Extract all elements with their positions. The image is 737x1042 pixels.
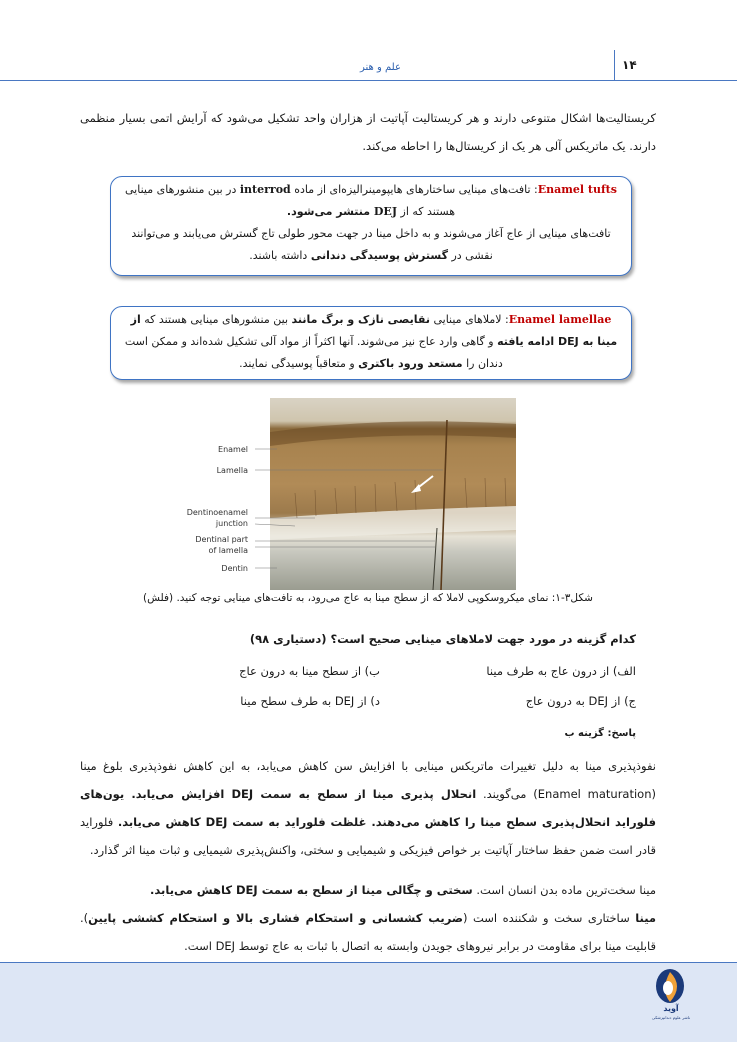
- logo-text: آوید: [663, 1004, 679, 1013]
- option-a: الف) از درون عاج به طرف مینا: [486, 664, 636, 678]
- figure-caption: شکل۳-۱: نمای میکروسکوپی لاملا که از سطح مینا به عاج می‌رود، به تافت‌های مینایی توجه کنید. (فلش): [143, 592, 593, 604]
- label-enamel: Enamel: [218, 445, 248, 454]
- lamellae-text-1: : لاملاهای مینایی: [429, 313, 509, 326]
- logo-subtitle: ناشر علوم دندانپزشکی: [651, 1015, 691, 1020]
- enamel-lamellae-term: Enamel lamellae: [508, 313, 612, 326]
- footer-band: [0, 962, 737, 1042]
- tufts-text-3: منتشر می‌شود.: [286, 205, 374, 218]
- tufts-text-4: تافت‌های مینایی از عاج آغاز می‌شوند و به داخل مینا در جهت محور طولی تاج گسترش می‌یابند و می‌توانند نقشی در: [131, 227, 611, 262]
- header-divider: [614, 50, 615, 80]
- dej-term: DEJ: [373, 205, 398, 218]
- enamel-tufts-term: Enamel tufts: [537, 183, 617, 196]
- running-title: علم و هنر: [360, 62, 401, 73]
- tufts-text-5: داشته باشند.: [249, 249, 311, 262]
- expl-p2-b: سختی و چگالی مینا از سطح به سمت DEJ کاهش می‌یابد.: [150, 883, 473, 897]
- footer-rule: [0, 962, 737, 963]
- lamellae-extend: از مینا به DEJ ادامه یافته: [130, 313, 618, 348]
- label-dental-2: of lamella: [208, 546, 248, 555]
- expl-p2-a: مینا سخت‌ترین ماده بدن انسان است.: [472, 883, 656, 897]
- expl-p1-a: نفوذپذیری مینا به دلیل تغییرات ماتریکس مینایی با افزایش سن کاهش می‌یابد، به این کاهش نفوذپذیری بلوغ مینا (Enamel maturation) می‌گویند.: [80, 759, 656, 801]
- interrod-term: interrod: [239, 183, 291, 196]
- lamellae-text-3: و گاهی وارد عاج نیز می‌شوند. آنها اکثراً از مواد آلی تشکیل شده‌اند و ممکن است دندان را: [124, 335, 503, 370]
- page-number: ۱۴: [622, 58, 637, 72]
- label-dental-1: Dentinal part: [195, 535, 248, 544]
- enamel-lamellae-box: [110, 306, 632, 380]
- tufts-text-1: : تافت‌های مینایی ساختارهای هایپومینرالیزه‌ای از ماده: [290, 183, 538, 196]
- explanation-paragraph-2: [80, 876, 656, 904]
- label-dej-2: junction: [215, 519, 248, 528]
- answer-text: پاسخ: گزینه ب: [564, 728, 636, 739]
- expl-p3-d: ). قابلیت مینا برای مقاومت در برابر نیروهای جویدن وابسته به اتصال با ثبات به عاج توسط DEJ است.: [80, 911, 656, 953]
- lamella-micrograph: [185, 398, 516, 590]
- option-c: ج) از DEJ به درون عاج: [525, 694, 636, 708]
- expl-p1-b: انحلال پذیری مینا از سطح به سمت DEJ افزایش می‌یابد. یون‌های فلوراید انحلال‌پذیری سطح مینا را کاهش می‌دهند. غلظت فلوراید به سمت DEJ کاهش می‌یابد.: [80, 787, 657, 829]
- label-dentin: Dentin: [221, 564, 248, 573]
- enamel-tufts-box: [110, 176, 632, 276]
- expl-p3-b: ساختاری سخت و شکننده است (: [463, 911, 636, 925]
- explanation-paragraph-1: [80, 752, 656, 864]
- expl-p3-a: مینا: [635, 911, 657, 925]
- lamellae-thin-leaf: نقایصی نازک و برگ مانند: [291, 313, 430, 326]
- lamellae-text-4: و متعاقباً پوسیدگی نمایند.: [239, 357, 359, 370]
- expl-p1-c: فلوراید قادر است ضمن حفظ ساختار آپاتیت بر خواص فیزیکی و شیمیایی و سختی، واکنش‌پذیری شیمیایی و ثبات مینا اثر گذارد.: [80, 815, 656, 857]
- lamellae-text-2: بین منشورهای مینایی هستند که: [140, 313, 292, 326]
- question-text: کدام گزینه در مورد جهت لاملاهای مینایی صحیح است؟ (دستیاری ۹۸): [249, 632, 636, 646]
- intro-paragraph: کریستالیت‌ها اشکال متنوعی دارند و هر کریستالیت آپاتیت از هزاران واحد تشکیل می‌شود که آرایش اتمی بسیار منظمی دارند. یک ماتریکس آلی هر یک از کریستال‌ها را احاطه می‌کند.: [80, 111, 656, 153]
- explanation-paragraph-3: [80, 904, 656, 960]
- tufts-caries-spread: گسترش پوسیدگی دندانی: [310, 249, 448, 262]
- label-dej-1: Dentinoenamel: [186, 508, 248, 517]
- lamellae-bacteria: مستعد ورود باکتری: [358, 357, 463, 370]
- option-d: د) از DEJ به طرف سطح مینا: [240, 694, 380, 708]
- tufts-text-2: در بین منشورهای مینایی هستند که از: [125, 183, 456, 218]
- label-lamella: Lamella: [216, 466, 248, 475]
- expl-p3-c: ضریب کشسانی و استحکام فشاری بالا و استحکام کششی پایین: [88, 911, 464, 925]
- header-rule: [0, 80, 737, 81]
- option-b: ب) از سطح مینا به درون عاج: [239, 664, 380, 678]
